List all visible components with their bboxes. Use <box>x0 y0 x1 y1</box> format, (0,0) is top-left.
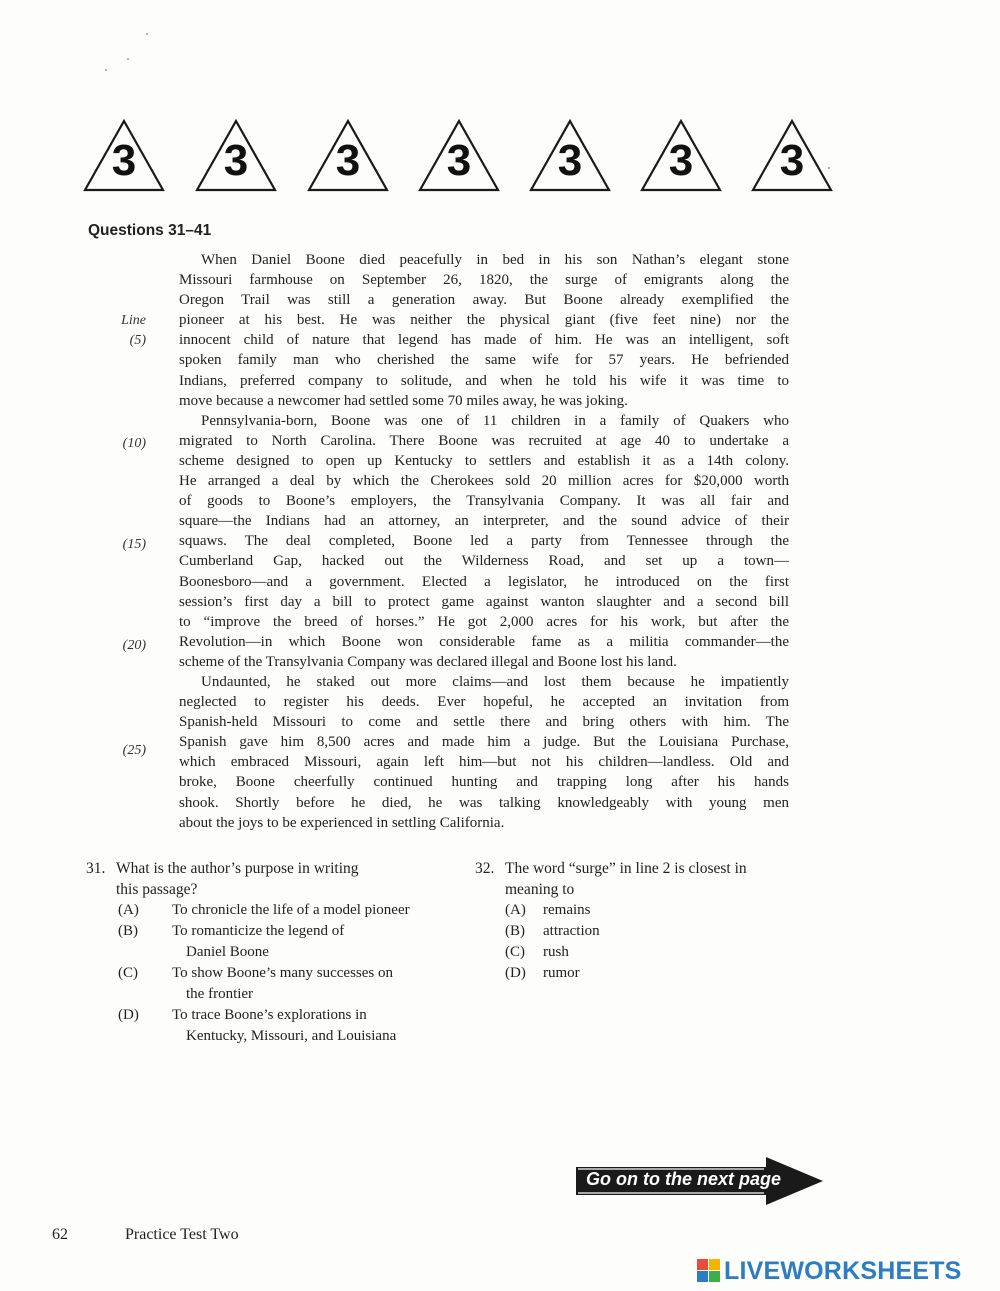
section-number: 3 <box>223 136 249 185</box>
logo-blocks-icon <box>697 1259 721 1283</box>
scan-speck <box>146 33 148 35</box>
option-label: (A) <box>505 902 526 918</box>
answer-option-d[interactable] <box>86 1005 446 1047</box>
section-marker <box>306 118 390 192</box>
logo-text: LIVEWORKSHEETS <box>724 1257 962 1285</box>
option-text: Kentucky, Missouri, and Louisiana <box>186 1028 397 1044</box>
line-marker: (20) <box>122 638 146 653</box>
section-number: 3 <box>446 136 472 185</box>
question-stem-line: meaning to <box>505 881 575 898</box>
section-number: 3 <box>335 136 361 185</box>
answer-option-d[interactable] <box>475 963 805 984</box>
answer-option-b[interactable] <box>86 921 446 963</box>
question-32 <box>475 858 805 984</box>
option-label: (C) <box>118 965 138 981</box>
section-marker <box>750 118 834 192</box>
section-marker <box>417 118 501 192</box>
scan-speck <box>105 69 107 71</box>
option-text: Daniel Boone <box>186 944 269 960</box>
question-stem <box>86 858 446 900</box>
question-31 <box>86 858 446 1047</box>
passage-line: Revolution—in which Boone won considerable fame as a militia commander—the <box>179 633 789 650</box>
next-page-label: Go on to the next page <box>586 1169 782 1189</box>
passage-line: Cumberland Gap, hacked out the Wilderness Road, and set up a town— <box>179 553 789 570</box>
passage-line: square—the Indians had an attorney, an interpreter, and the sound advice of their <box>179 513 789 530</box>
reading-passage <box>179 250 789 833</box>
question-number: 31. <box>86 860 106 877</box>
passage-line: session’s first day a bill to protect game against wanton slaughter and a second bill <box>179 593 789 610</box>
answer-option-a[interactable] <box>86 900 446 921</box>
option-label: (A) <box>118 902 139 918</box>
option-text: To chronicle the life of a model pioneer <box>172 902 410 918</box>
option-text: the frontier <box>186 986 254 1002</box>
passage-line: Oregon Trail was still a generation away. But Boone already exemplified the <box>179 292 789 309</box>
answer-option-c[interactable] <box>475 942 805 963</box>
section-marker <box>639 118 723 192</box>
answer-option-b[interactable] <box>475 921 805 942</box>
answer-option-c[interactable] <box>86 963 446 1005</box>
passage-line: When Daniel Boone died peacefully in bed in his son Nathan’s elegant stone <box>201 252 789 268</box>
line-marker: (15) <box>122 537 146 552</box>
section-number: 3 <box>668 136 694 185</box>
passage-line: squaws. The deal completed, Boone led a party from Tennessee through the <box>179 533 789 550</box>
section-marker <box>528 118 612 192</box>
option-text: remains <box>543 902 591 918</box>
section-number: 3 <box>779 136 805 185</box>
option-text: To romanticize the legend of <box>172 923 345 939</box>
passage-line: Pennsylvania-born, Boone was one of 11 children in a family of Quakers who <box>201 412 789 429</box>
passage-line: spoken family man who cherished the same wife for 57 years. He befriended <box>179 352 789 369</box>
passage-line: neglected to register his deeds. Ever hopeful, he accepted an invitation from <box>179 694 789 711</box>
section-number: 3 <box>111 136 137 185</box>
passage-line: scheme designed to open up Kentucky to settlers and establish it as a 14th colony. <box>179 452 789 469</box>
question-stem <box>475 858 805 900</box>
passage-line: Undaunted, he staked out more claims—and lost them because he impatiently <box>201 673 789 690</box>
line-marker: (25) <box>122 743 146 758</box>
passage-line: pioneer at his best. He was neither the physical giant (five feet nine) nor the <box>179 312 789 329</box>
section-number: 3 <box>557 136 583 185</box>
answer-option-a[interactable] <box>475 900 805 921</box>
option-text: rush <box>543 944 569 960</box>
footer-title: Practice Test Two <box>125 1226 239 1243</box>
passage-line: broke, Boone cheerfully continued hunting and trapping long after his hands <box>179 774 789 791</box>
question-number: 32. <box>475 860 495 877</box>
questions-header: Questions 31–41 <box>88 222 212 239</box>
passage-line: He arranged a deal by which the Cherokees sold 20 million acres for $20,000 worth <box>179 473 789 490</box>
option-label: (D) <box>505 965 526 981</box>
passage-line: shook. Shortly before he died, he was talking knowledgeably with young men <box>179 794 789 811</box>
line-marker: (5) <box>129 333 146 348</box>
passage-line: about the joys to be experienced in settling California. <box>179 814 505 831</box>
passage-line: migrated to North Carolina. There Boone was recruited at age 40 to undertake a <box>179 432 789 449</box>
passage-line: move because a newcomer had settled some 70 miles away, he was joking. <box>179 392 628 409</box>
option-text: To show Boone’s many successes on <box>172 965 394 981</box>
option-label: (D) <box>118 1007 139 1023</box>
option-text: attraction <box>543 923 600 939</box>
option-label: (C) <box>505 944 525 960</box>
section-marker <box>194 118 278 192</box>
section-marker <box>82 118 166 192</box>
passage-line: Boonesboro—and a government. Elected a legislator, he introduced on the first <box>179 573 789 590</box>
line-marker: (10) <box>122 436 146 451</box>
passage-line: Spanish-held Missouri to come and settle there and bring others with him. The <box>179 714 789 731</box>
question-stem-line: this passage? <box>116 881 198 898</box>
option-label: (B) <box>505 923 525 939</box>
next-page-button[interactable] <box>576 1155 826 1207</box>
passage-line: innocent child of nature that legend has made of him. He was an intelligent, soft <box>179 332 789 349</box>
passage-line: Missouri farmhouse on September 26, 1820, the surge of emigrants along the <box>179 272 789 289</box>
option-label: (B) <box>118 923 138 939</box>
passage-line: scheme of the Transylvania Company was declared illegal and Boone lost his land. <box>179 653 677 670</box>
option-text: To trace Boone’s explorations in <box>172 1007 367 1023</box>
passage-line: which embraced Missouri, again left him—but not his children—landless. Old and <box>179 754 789 771</box>
passage-line: to “improve the breed of horses.” He got 2,000 acres for his work, but after the <box>179 613 789 630</box>
question-stem-line: What is the author’s purpose in writing <box>116 860 359 877</box>
page-number: 62 <box>52 1226 68 1243</box>
passage-line: of goods to Boone’s employers, the Transylvania Company. It was all fair and <box>179 493 789 510</box>
passage-line: Spanish gave him 8,500 acres and made him a judge. But the Louisiana Purchase, <box>179 734 789 751</box>
section-marker-row <box>82 118 842 196</box>
question-stem-line: The word “surge” in line 2 is closest in <box>505 860 747 877</box>
passage-line: Indians, preferred company to solitude, and when he told his wife it was time to <box>179 372 789 389</box>
scan-speck <box>127 58 129 60</box>
option-text: rumor <box>543 965 580 981</box>
line-marker: Line <box>121 313 146 328</box>
